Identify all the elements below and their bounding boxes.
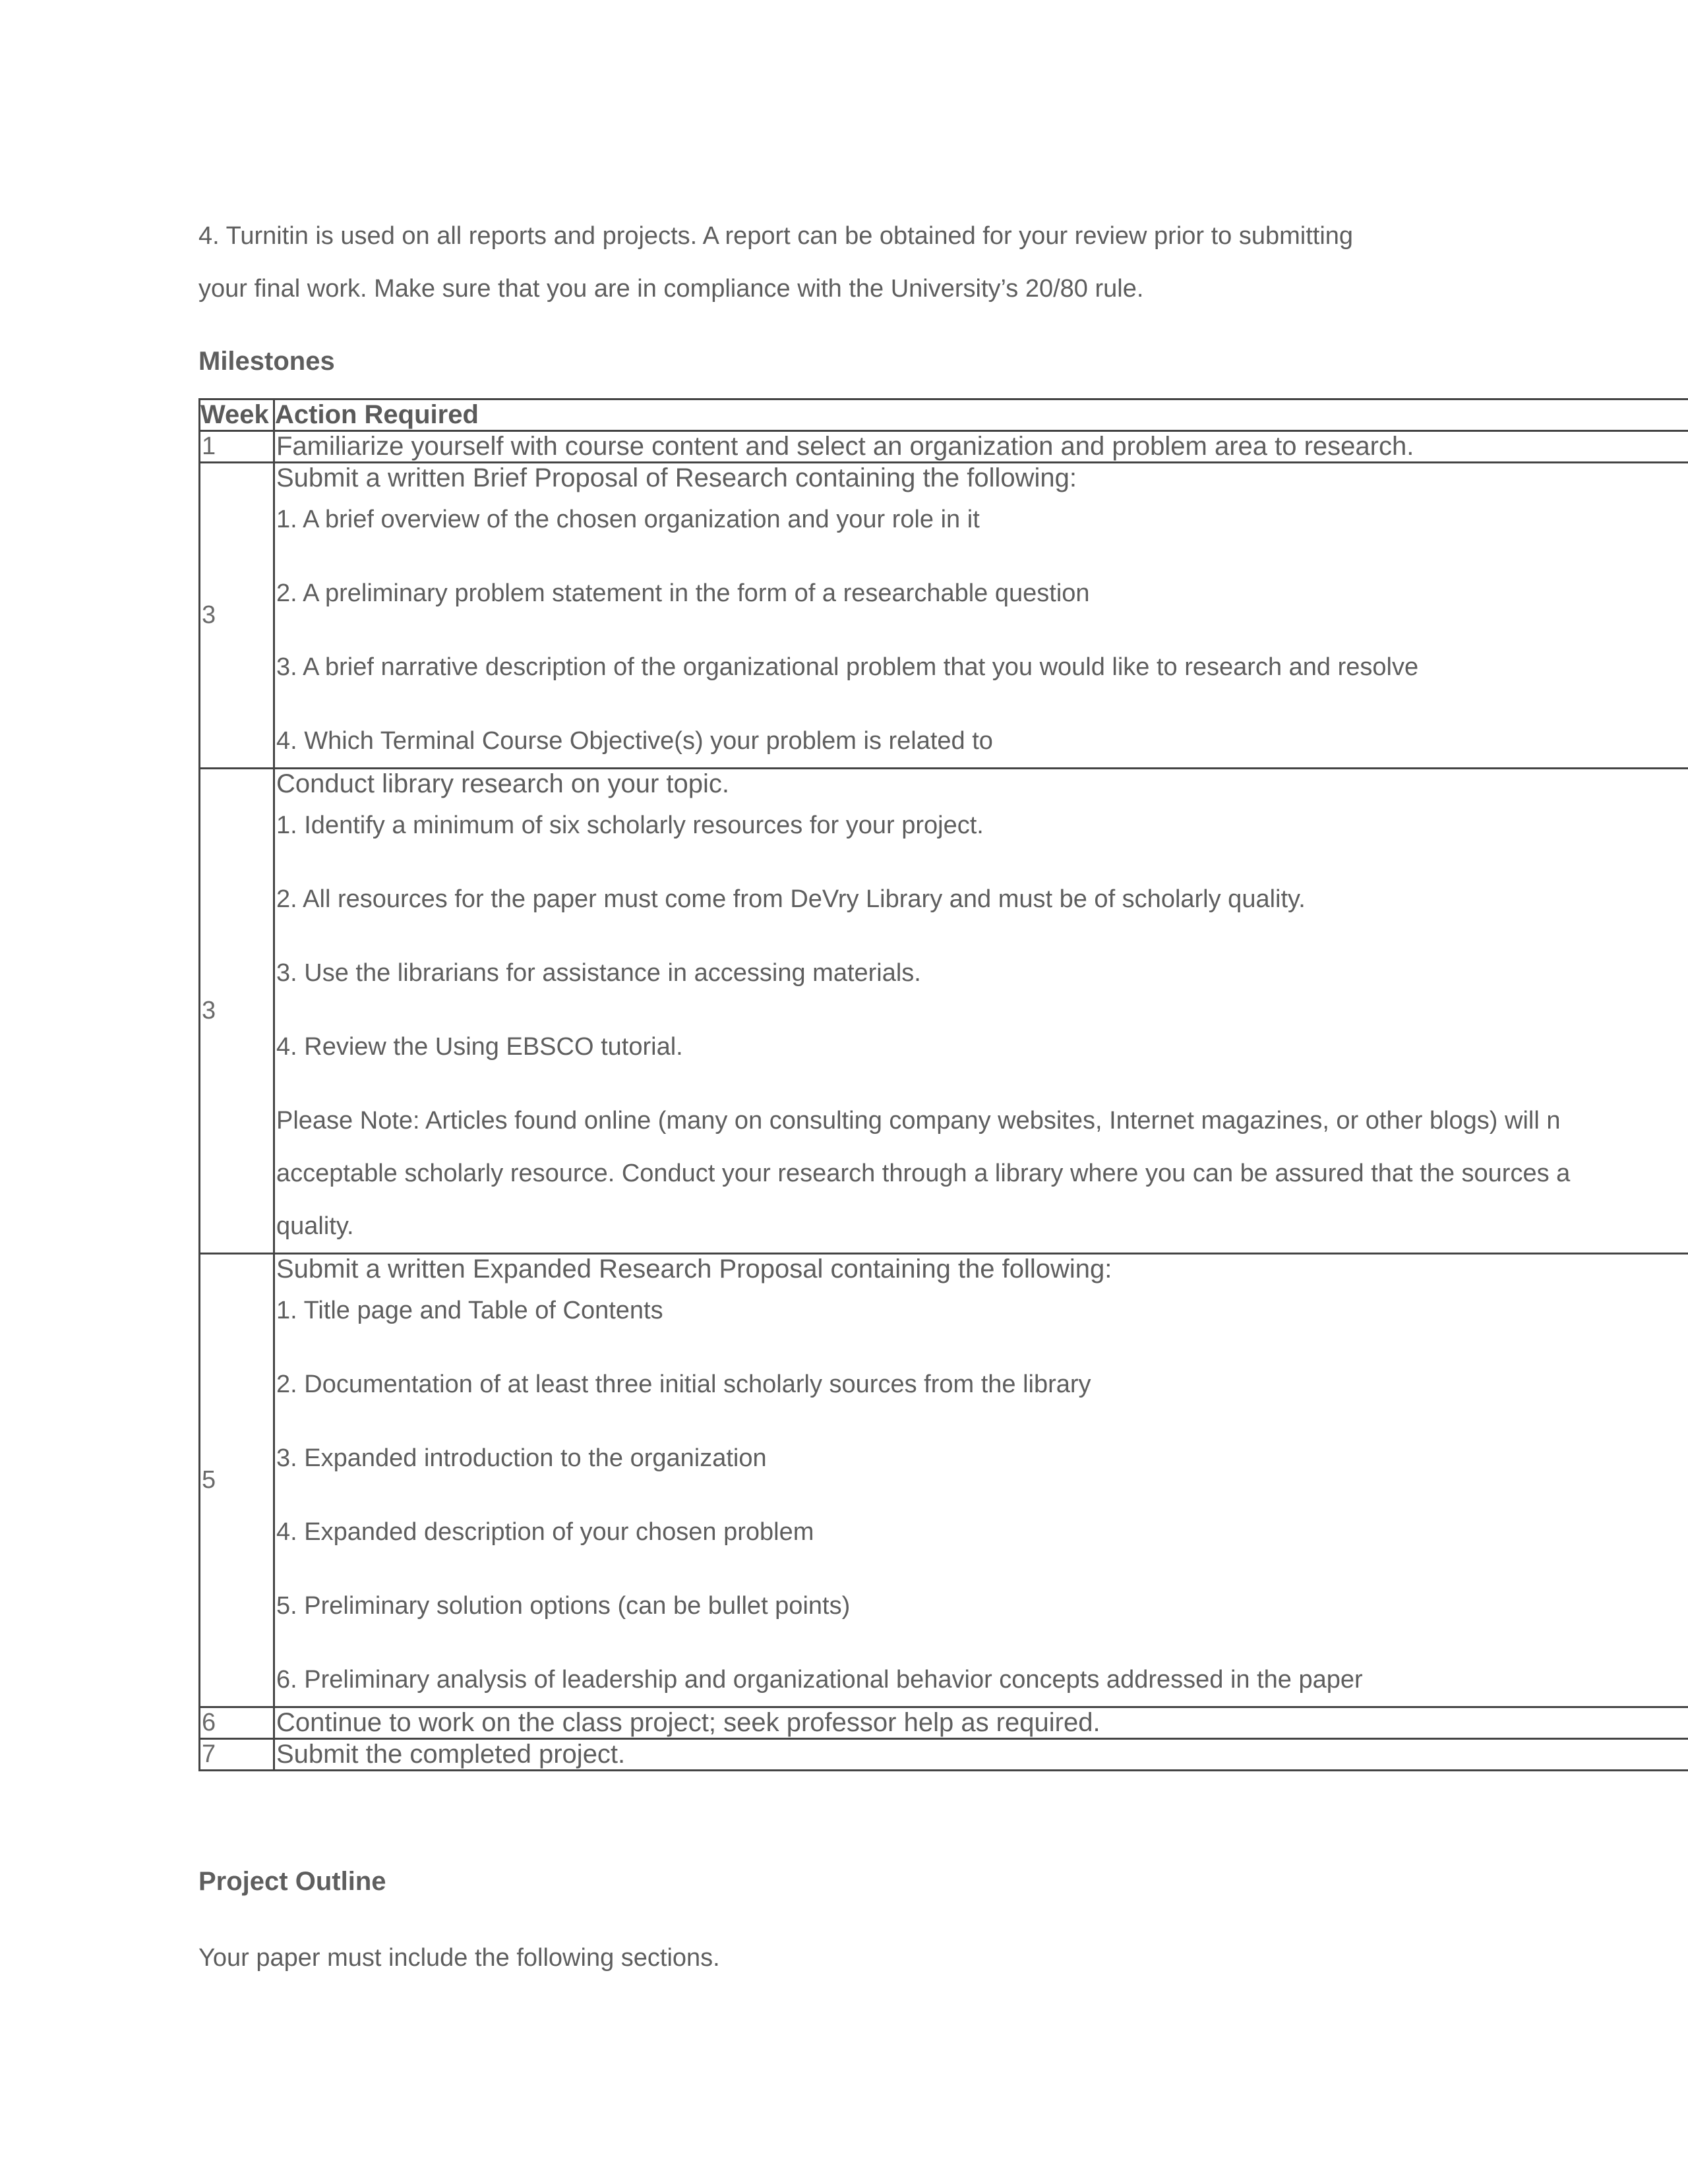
action-intro: Submit a written Expanded Research Proposal containing the following: [276, 1254, 1112, 1284]
milestones-heading: Milestones [198, 347, 335, 376]
list-item: 3. Use the librarians for assistance in accessing materials. [276, 959, 921, 987]
table-header-row [200, 399, 1688, 431]
action-intro: Conduct library research on your topic. [276, 769, 729, 798]
table-row [200, 431, 1688, 463]
list-item: 5. Preliminary solution options (can be bullet points) [276, 1592, 851, 1620]
list-item: 3. Expanded introduction to the organization [276, 1444, 767, 1472]
week-cell: 3 [200, 769, 274, 1254]
action-cell [274, 463, 1688, 769]
table-row [200, 1254, 1688, 1707]
action-cell [274, 1254, 1688, 1707]
action-cell: Submit the completed project. [274, 1739, 1688, 1771]
action-cell [274, 769, 1688, 1254]
week-cell: 6 [200, 1707, 274, 1739]
note-line: quality. [276, 1212, 354, 1240]
milestones-table [198, 398, 1688, 1771]
project-outline-text: Your paper must include the following sections. [198, 1944, 720, 1972]
week-cell: 3 [200, 463, 274, 769]
list-item: 6. Preliminary analysis of leadership and organizational behavior concepts addressed in the paper [276, 1666, 1363, 1694]
list-item: 4. Expanded description of your chosen problem [276, 1518, 814, 1546]
list-item: 1. Title page and Table of Contents [276, 1297, 663, 1324]
table-row [200, 1739, 1688, 1771]
note-line: acceptable scholarly resource. Conduct your research through a library where you can be assured that the sources a [276, 1160, 1571, 1187]
table-row [200, 1707, 1688, 1739]
intro-line-2: your final work. Make sure that you are in compliance with the University’s 20/80 rule. [198, 275, 1144, 303]
table-row [200, 463, 1688, 769]
note-line: Please Note: Articles found online (many on consulting company websites, Internet magazines, or other blogs) will n [276, 1107, 1561, 1135]
week-cell: 1 [200, 431, 274, 463]
intro-line-1: 4. Turnitin is used on all reports and projects. A report can be obtained for your review prior to submitting [198, 222, 1354, 250]
week-cell: 7 [200, 1739, 274, 1771]
week-cell: 5 [200, 1254, 274, 1707]
action-column-header: Action Required [274, 399, 1688, 431]
list-item: 1. Identify a minimum of six scholarly resources for your project. [276, 812, 984, 839]
action-cell: Continue to work on the class project; seek professor help as required. [274, 1707, 1688, 1739]
list-item: 2. All resources for the paper must come from DeVry Library and must be of scholarly quality. [276, 885, 1306, 913]
list-item: 4. Which Terminal Course Objective(s) your problem is related to [276, 727, 993, 755]
action-cell: Familiarize yourself with course content and select an organization and problem area to research. [274, 431, 1688, 463]
project-outline-heading: Project Outline [198, 1867, 386, 1896]
table-row [200, 769, 1688, 1254]
list-item: 3. A brief narrative description of the organizational problem that you would like to research and resolve [276, 653, 1419, 681]
list-item: 1. A brief overview of the chosen organization and your role in it [276, 506, 980, 533]
week-column-header: Week [200, 399, 274, 431]
document-page [198, 0, 1688, 2184]
list-item: 2. A preliminary problem statement in the form of a researchable question [276, 579, 1090, 607]
list-item: 4. Review the Using EBSCO tutorial. [276, 1033, 683, 1061]
list-item: 2. Documentation of at least three initial scholarly sources from the library [276, 1371, 1091, 1398]
action-intro: Submit a written Brief Proposal of Research containing the following: [276, 463, 1077, 492]
